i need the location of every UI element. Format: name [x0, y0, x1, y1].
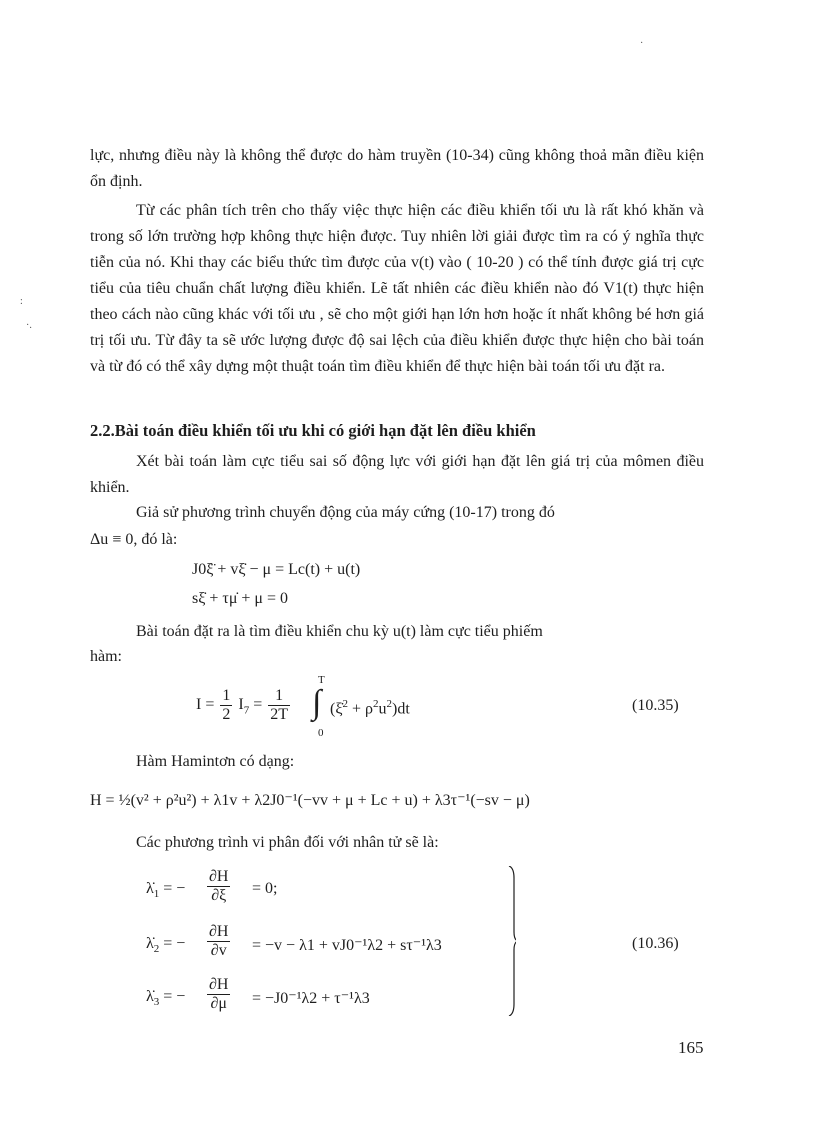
paragraph-continuation: lực, nhưng điều này là không thể được do hàm truyền (10-34) cũng không thoả mãn điều kiện ổn định. — [90, 147, 704, 190]
document-page: lực, nhưng điều này là không thể được do hàm truyền (10-34) cũng không thoả mãn điều kiện ổn định. Từ các phân tích trên cho thấy việc thực hiện các điều khiển tối ưu là rất khó khăn và trong số lớn trường hợp không thực hiện được. Tuy nhiên lời giải được tìm ra có ý nghĩa thực tiễn của nó. Khi thay các biểu thức tìm được của v(t) vào ( 10-20 ) có thể tính được giá trị cực tiểu của tiêu chuẩn chất lượng điều khiển. Lẽ tất nhiên các điều khiển nào đó V1(t) thực hiện theo cách nào cũng khác với tối ưu , sẽ cho một giới hạn lớn hơn hoặc ít nhất không bé hơn giá trị tối ưu. Từ đây ta sẽ ước lượng được độ sai lệch của điều khiển được thực hiện cho bài toán và từ đó có thể xây dựng một thuật toán tìm điều khiển để thực hiện bài toán tối ưu đặt ra. 2.2.Bài toán điều khiển tối ưu khi có giới hạn đặt lên điều khiển Xét bài toán làm cực tiểu sai số động lực với giới hạn đặt lên giá trị của mômen điều khiển. Giả sử phương trình chuyển động của máy cứng (10-17) trong đó Δu ≡ 0, đó là: J0ξ̈ + vξ̇ − μ = Lc(t) + u(t) sξ̇ + τμ̇ + μ = 0 Bài toán đặt ra là tìm điều khiển chu kỳ u(t) làm cực tiểu phiếm hàm: I = $\frac{1}{2}$ $I_7$ = $\frac{1}{2T}$ T ∫ 0 (ξ̇$^2$ + $\rho^2u^2)dt$ (10.35) Hàm Hamintơn có dạng: H = ½(v² + ρ²u²) + λ1v + λ2J0⁻¹(−vv + μ + Lc + u) + λ3τ⁻¹(−sv − μ) Các phương trình vi phân đối với nhân tử sẽ là: $\lambdȧ_1$ = − $\frac{\partial H}{\partial\xi}$ = 0; $\lambdȧ_2$ = − $\frac{\partial H}{\partial v}$ = −v − λ1 + vJ0⁻¹λ2 + sτ⁻¹λ3 $\lambdȧ_3$ = − $\frac{\partial H}{\partial\mu}$ = −J0⁻¹λ2 + τ⁻¹λ3 (10.36) 165 : ·. · — [0, 0, 816, 1123]
right-brace — [508, 866, 516, 1016]
equation-motion-1: J0ξ̈ + vξ̇ − μ = Lc(t) + u(t) — [192, 561, 361, 578]
scan-mark: · — [640, 38, 644, 49]
paragraph-assume-line2: Δu ≡ 0, đó là: — [90, 531, 178, 548]
equation-motion-2: sξ̇ + τμ̇ + μ = 0 — [192, 590, 289, 607]
paragraph-assume-line1: Giả sử phương trình chuyển động của máy cứng (10-17) trong đó — [136, 504, 555, 521]
section-heading: 2.2.Bài toán điều khiển tối ưu khi có giới hạn đặt lên điều khiển — [90, 421, 536, 440]
paragraph-problem: Xét bài toán làm cực tiểu sai số động lực với giới hạn đặt lên giá trị của mômen điều khiển. — [90, 453, 704, 496]
paragraph-task-line1: Bài toán đặt ra là tìm điều khiển chu kỳ u(t) làm cực tiểu phiếm — [136, 623, 543, 640]
equation-number-10-35: (10.35) — [632, 697, 679, 714]
paragraph-hamilton-intro: Hàm Hamintơn có dạng: — [136, 753, 295, 770]
scan-mark: ·. — [26, 320, 32, 331]
paragraph-analysis: Từ các phân tích trên cho thấy việc thực hiện các điều khiển tối ưu là rất khó khăn và trong số lớn trường hợp không thực hiện được. Tuy nhiên lời giải được tìm ra có ý nghĩa thực tiễn của nó. Khi thay các biểu thức tìm được của v(t) vào ( 10-20 ) có thể tính được giá trị cực tiểu của tiêu chuẩn chất lượng điều khiển. Lẽ tất nhiên các điều khiển nào đó V1(t) thực hiện theo cách nào cũng khác với tối ưu , sẽ cho một giới hạn lớn hơn hoặc ít nhất không bé hơn giá trị tối ưu. Từ đây ta sẽ ước lượng được độ sai lệch của điều khiển được thực hiện cho bài toán và từ đó có thể xây dựng một thuật toán tìm điều khiển để thực hiện bài toán tối ưu đặt ra. — [90, 202, 704, 375]
scan-mark: : — [20, 296, 23, 307]
equation-hamiltonian: H = ½(v² + ρ²u²) + λ1v + λ2J0⁻¹(−vv + μ + Lc + u) + λ3τ⁻¹(−sv − μ) — [90, 792, 530, 809]
page-number: 165 — [678, 1038, 704, 1057]
paragraph-task-line2: hàm: — [90, 648, 122, 665]
equation-number-10-36: (10.36) — [632, 935, 679, 952]
paragraph-adjoint-intro: Các phương trình vi phân đối với nhân tử sẽ là: — [136, 834, 439, 851]
